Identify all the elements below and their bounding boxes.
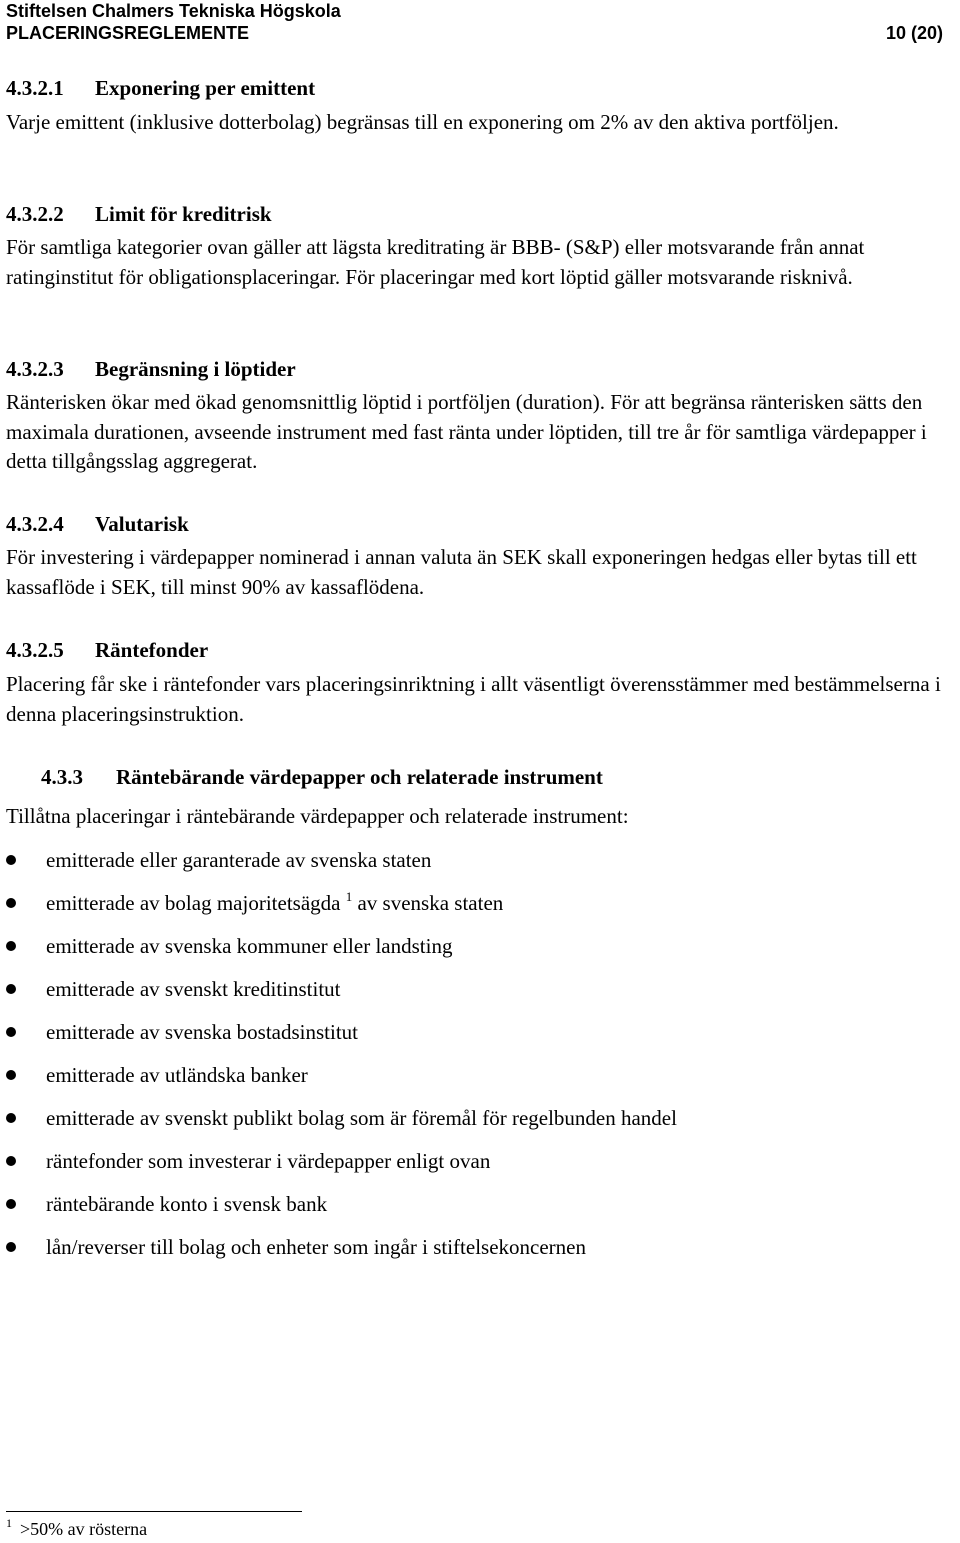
section-body: För investering i värdepapper nominerad i annan valuta än SEK skall exponeringen hedgas eller bytas till ett kassaflöde i SEK, till minst 90% av kassaflödena. bbox=[6, 545, 917, 599]
subsection-title: Räntebärande värdepapper och relaterade instrument bbox=[116, 765, 603, 789]
list-item-text: emitterade eller garanterade av svenska staten bbox=[46, 848, 432, 872]
section-heading bbox=[6, 637, 208, 663]
footnote-text: >50% av rösterna bbox=[20, 1519, 148, 1539]
bullet-icon bbox=[6, 1070, 16, 1080]
footnote bbox=[6, 1518, 147, 1540]
list-item-text-suffix: av svenska staten bbox=[357, 891, 504, 915]
list-item-text-main: emitterade av bolag majoritetsägda bbox=[46, 891, 341, 915]
page-number: 10 (20) bbox=[885, 23, 943, 43]
bullet-icon bbox=[6, 1113, 16, 1123]
bullet-icon bbox=[6, 984, 16, 994]
bullet-icon bbox=[6, 1242, 16, 1252]
section-body: Varje emittent (inklusive dotterbolag) begränsas till en exponering om 2% av den aktiva portföljen. bbox=[6, 110, 839, 134]
section-heading bbox=[6, 511, 189, 537]
list-item-text bbox=[46, 885, 503, 921]
subsection-heading bbox=[41, 764, 603, 790]
section-title: Exponering per emittent bbox=[95, 76, 316, 100]
list-item-text: emitterade av utländska banker bbox=[46, 1063, 308, 1087]
organization-name: Stiftelsen Chalmers Tekniska Högskola bbox=[6, 1, 341, 21]
bullet-icon bbox=[6, 1027, 16, 1037]
footnote-divider bbox=[6, 1511, 302, 1512]
list-item-text: räntefonder som investerar i värdepapper enligt ovan bbox=[46, 1149, 491, 1173]
list-item-text: räntebärande konto i svensk bank bbox=[46, 1192, 328, 1216]
section-number: 4.3.2.1 bbox=[6, 76, 64, 100]
list-item-text: emitterade av svenskt kreditinstitut bbox=[46, 977, 341, 1001]
section-number: 4.3.2.5 bbox=[6, 638, 64, 662]
bullet-icon bbox=[6, 1199, 16, 1209]
footnote-reference: 1 bbox=[345, 889, 353, 904]
subsection-intro: Tillåtna placeringar i räntebärande värdepapper och relaterade instrument: bbox=[6, 804, 629, 828]
section-title: Begränsning i löptider bbox=[95, 357, 296, 381]
section-title: Limit för kreditrisk bbox=[95, 202, 272, 226]
section-number: 4.3.2.3 bbox=[6, 357, 64, 381]
bullet-icon bbox=[6, 898, 16, 908]
bullet-icon bbox=[6, 1156, 16, 1166]
section-heading bbox=[6, 75, 315, 101]
list-item-text: emitterade av svenska kommuner eller landsting bbox=[46, 934, 453, 958]
list-item-text: lån/reverser till bolag och enheter som ingår i stiftelsekoncernen bbox=[46, 1235, 586, 1259]
section-body: Placering får ske i räntefonder vars placeringsinriktning i allt väsentligt överensstämmer med bestämmelserna i denna placeringsinstruktion. bbox=[6, 672, 941, 726]
subsection-number: 4.3.3 bbox=[41, 765, 83, 789]
section-number: 4.3.2.2 bbox=[6, 202, 64, 226]
section-heading bbox=[6, 201, 272, 227]
section-title: Valutarisk bbox=[95, 512, 189, 536]
bullet-icon bbox=[6, 855, 16, 865]
section-body: Ränterisken ökar med ökad genomsnittlig löptid i portföljen (duration). För att begränsa ränterisken sätts den maximala durationen, avseende instrument med fast ränta under löptiden, till tre år för samtliga värdepapper i detta tillgångsslag aggregerat. bbox=[6, 390, 927, 473]
list-item-text: emitterade av svenskt publikt bolag som är föremål för regelbunden handel bbox=[46, 1106, 677, 1130]
bullet-icon bbox=[6, 941, 16, 951]
section-body: För samtliga kategorier ovan gäller att lägsta kreditrating är BBB- (S&P) eller motsvarande från annat ratinginstitut för obligationsplaceringar. För placeringar med kort löptid gäller motsvarande risknivå. bbox=[6, 235, 865, 289]
list-item-text: emitterade av svenska bostadsinstitut bbox=[46, 1020, 359, 1044]
document-title: PLACERINGSREGLEMENTE bbox=[6, 23, 250, 43]
section-heading bbox=[6, 356, 296, 382]
section-number: 4.3.2.4 bbox=[6, 512, 64, 536]
section-title: Räntefonder bbox=[95, 638, 209, 662]
footnote-mark: 1 bbox=[6, 1516, 12, 1530]
